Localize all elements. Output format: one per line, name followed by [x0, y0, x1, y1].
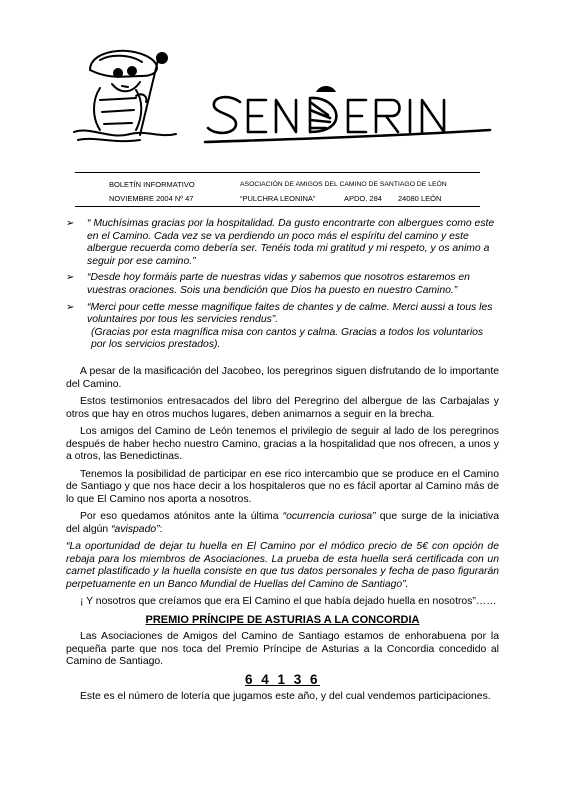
paragraph: Los amigos del Camino de León tenemos el privilegio de seguir al lado de los peregrinos después de haber hecho nuestro Camino, gracias a la hospitalidad que nos ofrecen, a unos y a otros, las Benedictinas. — [66, 426, 499, 462]
quoted-offer: “La oportunidad de dejar tu huella en El Camino por el módico precio de 5€ con opción de rebaja para los miembros de Asociaciones. La prueba de esta huella será certificada con un carnet plastificado y la huella consiste en que tus datos personales y fecha de paso figurarán perpetuamente en un Banco Mundial de Huellas del Camino de Santiago”. — [66, 541, 499, 590]
pilgrim-illustration — [70, 40, 180, 145]
testimonial-item — [66, 272, 496, 297]
postal-box: APDO. 284 — [344, 194, 382, 203]
testimonial-item — [66, 302, 496, 352]
arrow-bullet-icon: ➢ — [66, 301, 75, 313]
bulletin-label: BOLETÍN INFORMATIVO — [109, 180, 195, 189]
postal-code: 24080 LEÓN — [398, 194, 442, 203]
association-name: ASOCIACIÓN DE AMIGOS DEL CAMINO DE SANTIAGO DE LEÓN — [240, 181, 447, 188]
article-body — [66, 366, 499, 709]
testimonials-list — [66, 218, 496, 356]
paragraph: Por eso quedamos atónitos ante la última “ocurrencia curiosa” que surge de la iniciativa del algún “avispado”: — [66, 511, 499, 535]
masthead-logo — [200, 80, 500, 150]
paragraph: Las Asociaciones de Amigos del Camino de Santiago estamos de enhorabuena por la pequeña parte que nos toca del Premio Príncipe de Asturias a la Concordia concedido al Camino de Santiago. — [66, 631, 499, 667]
paragraph: A pesar de la masificación del Jacobeo, los peregrinos siguen disfrutando de lo importante del Camino. — [66, 366, 499, 390]
testimonial-text: “Desde hoy formáis parte de nuestras vidas y sabemos que nosotros estaremos en vuestras oraciones. Sois una bendición que Dios ha puesto en nuestro Camino.” — [87, 272, 470, 296]
pulchra-leonina: “PULCHRA LEONINA” — [240, 194, 316, 203]
testimonial-item — [66, 218, 496, 268]
testimonial-translation: (Gracias por esta magnífica misa con cantos y calma. Gracias a todos los voluntarios por los servicios prestados). — [91, 326, 484, 351]
testimonial-text: “Merci pour cette messe magnifique faites de chantes y de calme. Merci aussi a tous les voluntaires por tous les servicies rendus”. — [87, 301, 493, 326]
arrow-bullet-icon: ➢ — [66, 272, 75, 284]
header-rule-top — [75, 172, 480, 173]
section-title-premio: PREMIO PRÍNCIPE DE ASTURIAS A LA CONCORDIA — [145, 613, 420, 626]
paragraph: Tenemos la posibilidad de participar en ese rico intercambio que se produce en el Camino de Santiago y que nos hace decir a los hospitaleros que no es fácil aportar al Camino más de lo que El Camino nos aporta a nosotros. — [66, 468, 499, 505]
testimonial-text: “ Muchísimas gracias por la hospitalidad. Da gusto encontrarte con albergues como este en el Camino. Cada vez se va perdiendo un poco más el espíritu del camino y este albergue recuerda como debería ser. Tenéis toda mi gratitud y mi respeto, y os animo a seguir por ese camino.” — [87, 218, 495, 267]
paragraph: ¡ Y nosotros que creíamos que era El Camino el que había dejado huella en nosotros”…… — [80, 596, 497, 607]
lottery-number: 6 4 1 3 6 — [244, 671, 321, 687]
header-rule-bottom — [75, 206, 480, 207]
issue-date: NOVIEMBRE 2004 Nº 47 — [109, 194, 194, 203]
arrow-bullet-icon: ➢ — [66, 218, 75, 229]
paragraph: Este es el número de lotería que jugamos este año, y del cual vendemos participaciones. — [80, 691, 491, 702]
paragraph: Estos testimonios entresacados del libro del Peregrino del albergue de las Carbajalas y otros que hay en otros muchos lugares, deben animarnos a seguir en la brecha. — [66, 396, 499, 420]
